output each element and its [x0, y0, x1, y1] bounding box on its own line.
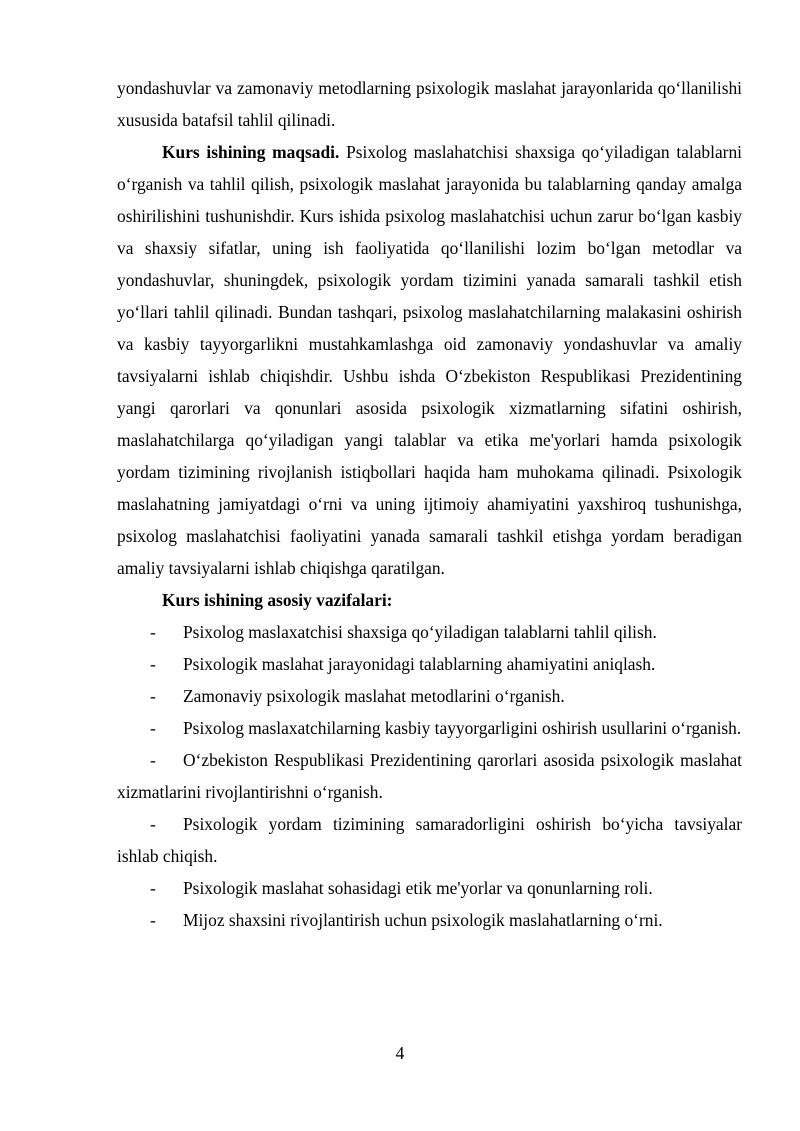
list-item-text: Psixolog maslaxatchilarning kasbiy tayyorgarligini oshirish usullarini o‘rganish. — [183, 718, 742, 738]
list-item — [117, 712, 742, 744]
document-page — [117, 72, 742, 936]
goal-text: Psixolog maslahatchisi shaxsiga qo‘yiladigan talablarni o‘rganish va tahlil qilish, psixologik maslahat jarayonida bu talablarning qanday amalga oshirilishini tushunishdir. Kurs ishida psixolog maslahatchisi uchun zarur bo‘lgan kasbiy va shaxsiy sifatlar, uning ish faoliyatida qo‘llanilishi lozim bo‘lgan metodlar va yondashuvlar, shuningdek, psixologik yordam tizimini yanada samarali tashkil etish yo‘llari tahlil qilinadi. Bundan tashqari, psixolog maslahatchilarning malakasini oshirish va kasbiy tayyorgarlikni mustahkamlashga oid zamonaviy yondashuvlar va amaliy tavsiyalarni ishlab chiqishdir. Ushbu ishda O‘zbekiston Respublikasi Prezidentining yangi qarorlari va qonunlari asosida psixologik xizmatlarning sifatini oshirish, maslahatchilarga qo‘yiladigan yangi talablar va etika me'yorlari hamda psixologik yordam tizimining rivojlanish istiqbollari haqida ham muhokama qilinadi. Psixologik maslahatning jamiyatdagi o‘rni va uning ijtimoiy ahamiyatini yaxshiroq tushunishga, psixolog maslahatchisi faoliyatini yanada samarali tashkil etishga yordam beradigan amaliy tavsiyalarni ishlab chiqishga qaratilgan. — [117, 142, 742, 578]
list-bullet: - — [150, 814, 156, 834]
list-bullet: - — [150, 654, 156, 674]
list-bullet: - — [150, 910, 156, 930]
list-bullet: - — [150, 686, 156, 706]
list-item — [117, 808, 742, 872]
list-item — [117, 904, 742, 936]
list-item-text: Psixolog maslaxatchisi shaxsiga qo‘yiladigan talablarni tahlil qilish. — [183, 622, 657, 642]
list-item — [117, 616, 742, 648]
list-item-text: Zamonaviy psixologik maslahat metodlarini o‘rganish. — [183, 686, 565, 706]
tasks-list — [117, 616, 742, 936]
list-item — [117, 744, 742, 808]
list-bullet: - — [150, 622, 156, 642]
tasks-heading: Kurs ishining asosiy vazifalari: — [162, 590, 393, 610]
list-item — [117, 648, 742, 680]
list-item — [117, 680, 742, 712]
page-number: 4 — [395, 1043, 405, 1063]
list-item — [117, 872, 742, 904]
list-bullet: - — [150, 750, 156, 770]
list-item-text: Psixologik maslahat sohasidagi etik me'yorlar va qonunlarning roli. — [183, 878, 653, 898]
list-item-text: Mijoz shaxsini rivojlantirish uchun psixologik maslahatlarning o‘rni. — [183, 910, 663, 930]
list-item-text: Psixologik maslahat jarayonidagi talablarning ahamiyatini aniqlash. — [183, 654, 656, 674]
list-item-text: Psixologik yordam tizimining samaradorligini oshirish bo‘yicha tavsiyalar ishlab chiqish. — [117, 814, 742, 866]
goal-heading: Kurs ishining maqsadi. — [162, 142, 340, 162]
list-item-text: O‘zbekiston Respublikasi Prezidentining qarorlari asosida psixologik maslahat xizmatlarini rivojlantirishni o‘rganish. — [117, 750, 742, 802]
goal-paragraph — [117, 136, 742, 584]
list-bullet: - — [150, 718, 156, 738]
intro-paragraph: yondashuvlar va zamonaviy metodlarning psixologik maslahat jarayonlarida qo‘llanilishi xususida batafsil tahlil qilinadi. — [117, 78, 742, 130]
list-bullet: - — [150, 878, 156, 898]
